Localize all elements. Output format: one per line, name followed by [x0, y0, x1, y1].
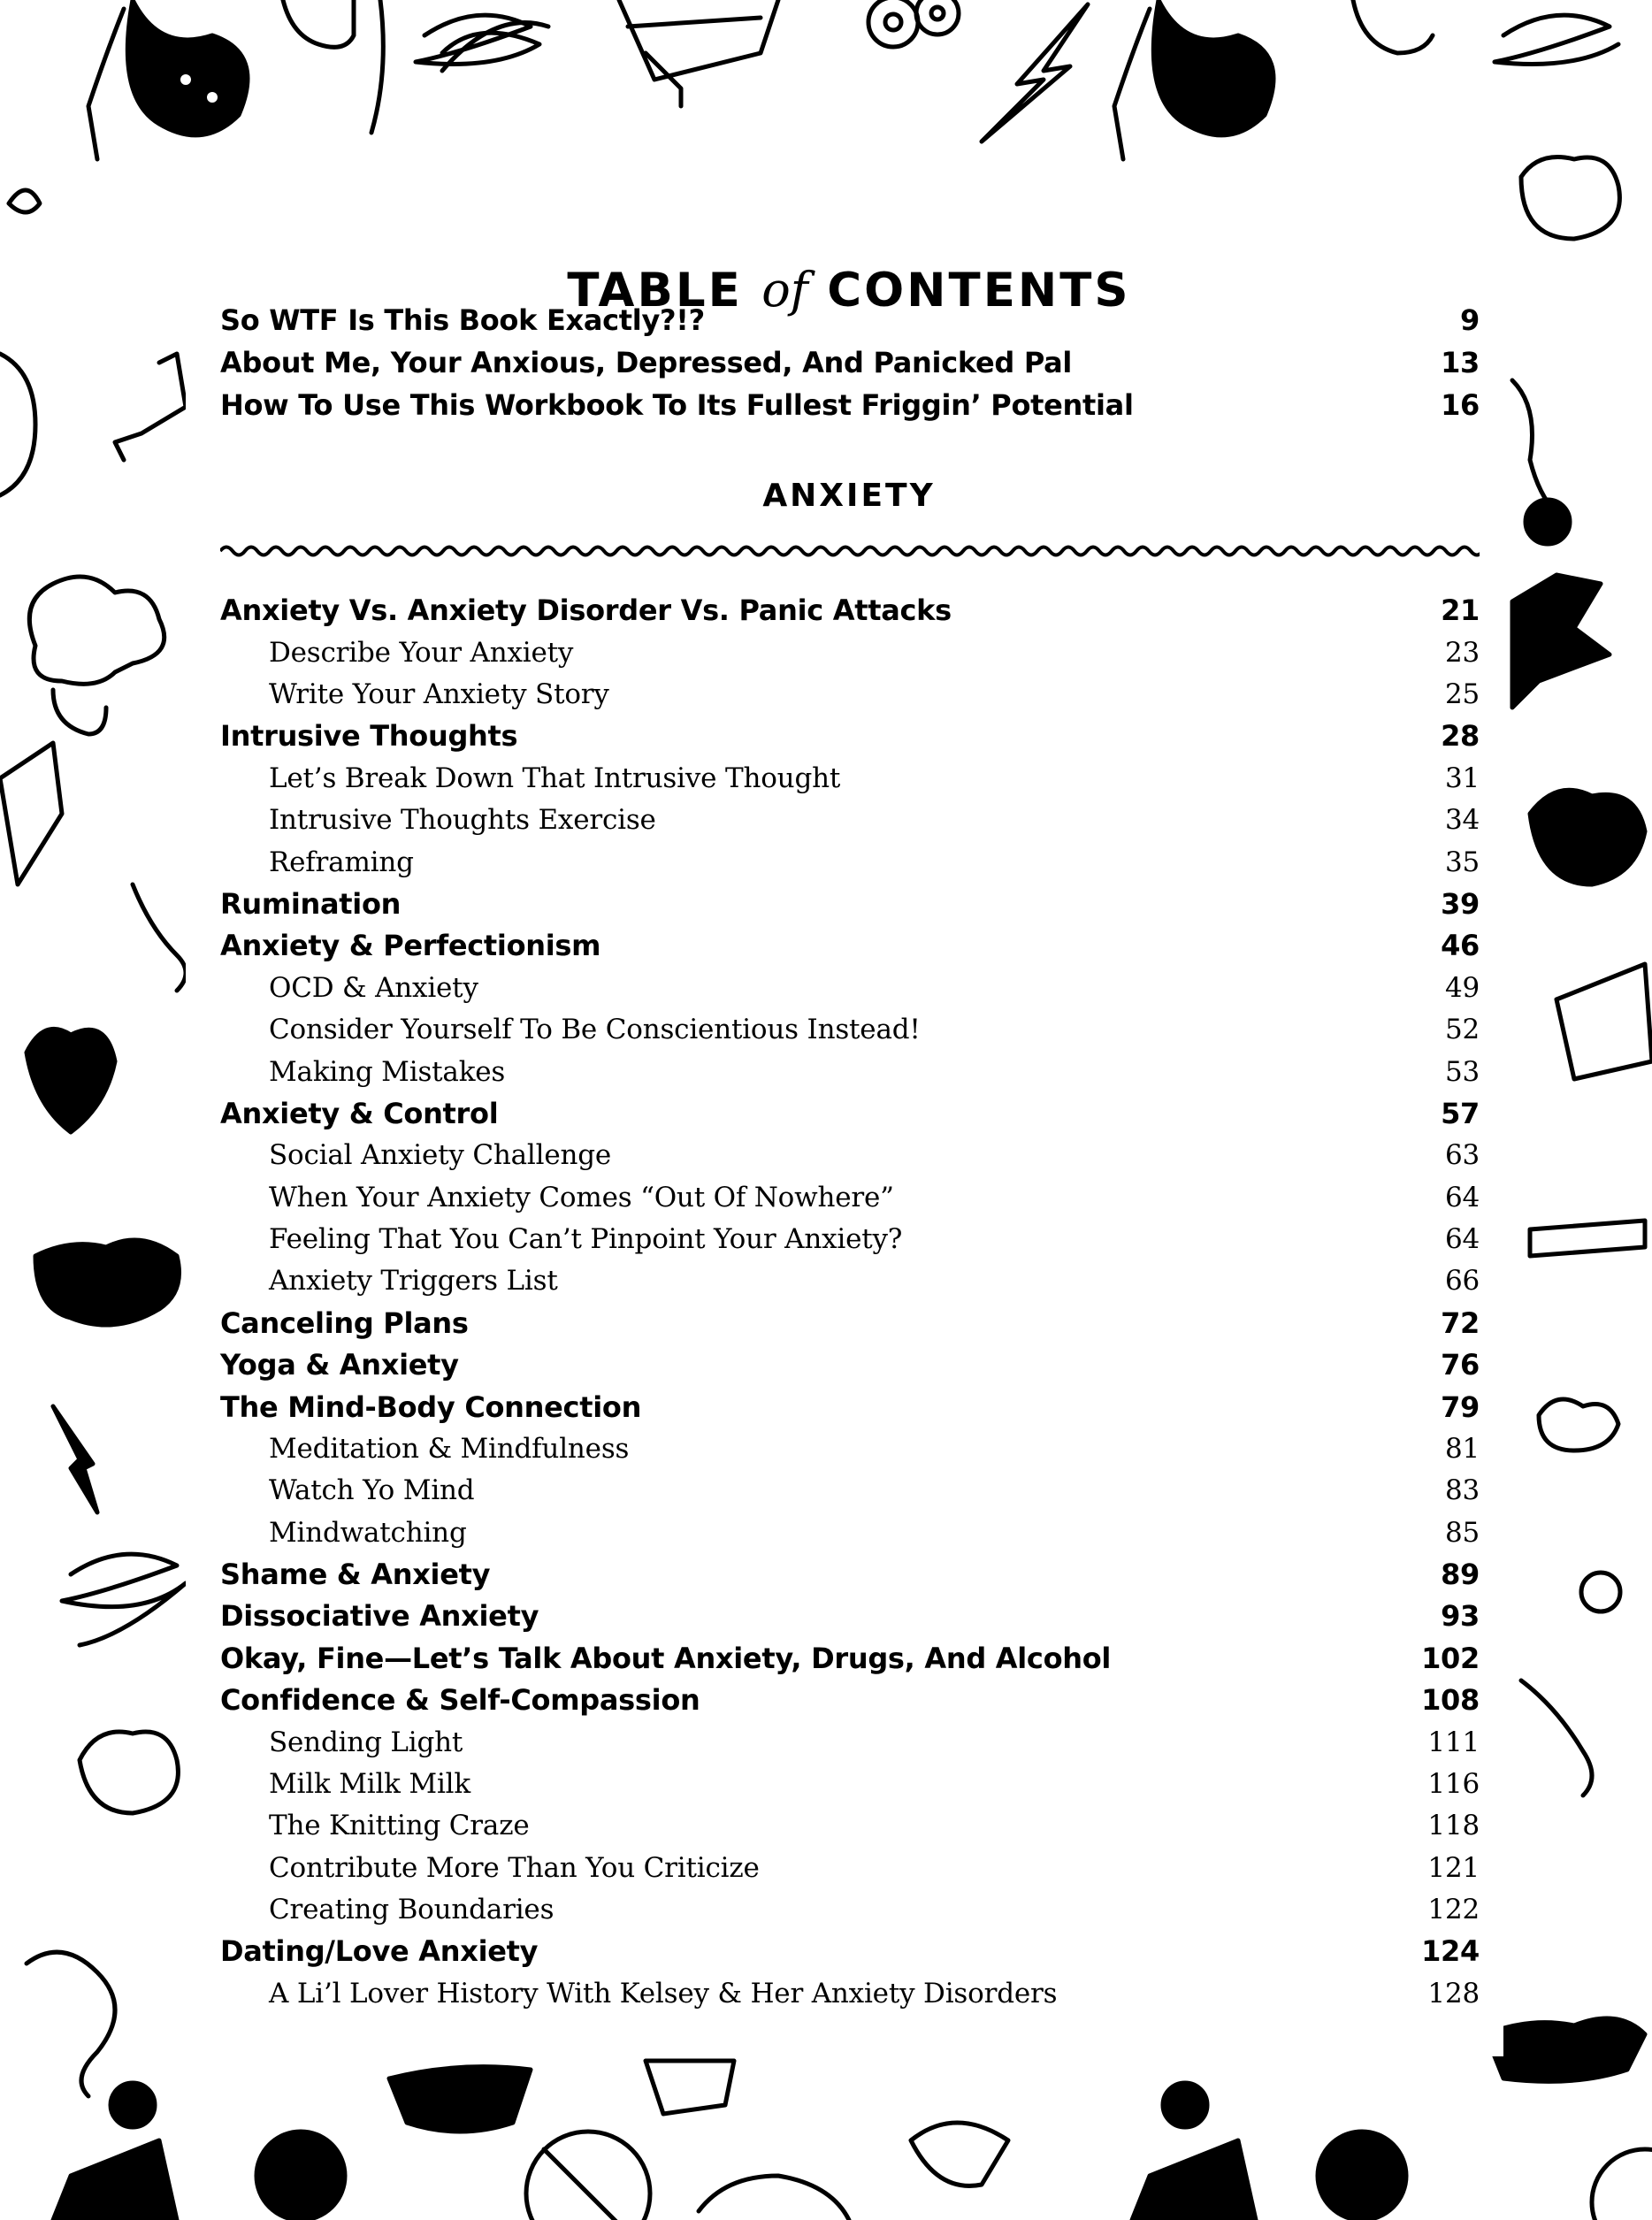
toc-subentry[interactable] — [220, 967, 1480, 1008]
toc-entry[interactable] — [220, 1679, 1480, 1720]
burst-icon-2 — [1132, 2140, 1256, 2220]
toc-entry-title: Rumination — [220, 886, 402, 921]
toc-entry-title: Social Anxiety Challenge — [269, 1138, 612, 1171]
toc-subentry[interactable] — [220, 1008, 1480, 1050]
toc-entry-title: When Your Anxiety Comes “Out Of Nowhere” — [269, 1181, 894, 1213]
toc-entry-page: 72 — [1441, 1305, 1480, 1340]
toc-entry-title: Confidence & Self-Compassion — [220, 1682, 700, 1717]
toc-subentry[interactable] — [220, 1218, 1480, 1259]
toc-entry-page: 89 — [1441, 1557, 1480, 1591]
scribble-icon — [416, 15, 548, 71]
toc-entry-page: 13 — [1441, 345, 1480, 379]
toc-entry-title: Contribute More Than You Criticize — [269, 1851, 760, 1884]
bed-icon — [619, 0, 778, 106]
toc-entry-page: 108 — [1421, 1682, 1480, 1717]
toc-entry-title: Okay, Fine—Let’s Talk About Anxiety, Drugs, And Alcohol — [220, 1641, 1112, 1675]
eye-icon — [9, 190, 40, 212]
toc-entry-page: 25 — [1444, 677, 1480, 710]
toc-entry[interactable] — [220, 299, 1480, 341]
toc-entry-title: Shame & Anxiety — [220, 1557, 491, 1591]
lightning-icon — [982, 4, 1088, 142]
ahh-burst-icon — [35, 1240, 180, 1325]
cup-icon — [646, 2061, 734, 2114]
toc-subentry[interactable] — [220, 1176, 1480, 1218]
toc-subentry[interactable] — [220, 632, 1480, 673]
toc-entry-title: Consider Yourself To Be Conscientious Instead! — [269, 1013, 921, 1045]
toc-entry-page: 121 — [1427, 1851, 1480, 1884]
toc-entry-title: Watch Yo Mind — [269, 1474, 475, 1506]
toc-entry-page: 39 — [1441, 886, 1480, 921]
toc-entry-page: 81 — [1444, 1432, 1480, 1465]
toc-entry-title: Making Mistakes — [269, 1055, 506, 1088]
toc-subentry[interactable] — [220, 1469, 1480, 1511]
toc-entry[interactable] — [220, 1595, 1480, 1636]
burning-heart-icon — [88, 0, 248, 159]
cloud-head-icon — [29, 577, 164, 684]
toc-entry-title: OCD & Anxiety — [269, 971, 478, 1004]
toc-entry-title: Intrusive Thoughts — [220, 718, 518, 753]
clock-icon-2 — [1318, 2132, 1406, 2220]
toc-subentry[interactable] — [220, 1721, 1480, 1763]
toc-entry-page: 76 — [1441, 1347, 1480, 1382]
toc-subentry[interactable] — [220, 1428, 1480, 1469]
toc-entry-page: 23 — [1444, 636, 1480, 669]
toc-entry-title: Intrusive Thoughts Exercise — [269, 803, 656, 836]
bottles-icon — [1530, 1221, 1645, 1256]
brain-icon — [80, 1732, 178, 1813]
toc-subentry[interactable] — [220, 841, 1480, 883]
toc-entry-title: Milk Milk Milk — [269, 1767, 470, 1800]
toc-subentry[interactable] — [220, 1763, 1480, 1804]
bed-icon-2 — [0, 743, 62, 884]
burst-icon — [53, 2140, 177, 2220]
toc-entry-page: 128 — [1427, 1977, 1480, 2009]
bomb-icon-3 — [1163, 2083, 1207, 2127]
lightning-icon-2 — [53, 1406, 97, 1512]
no-food-icon-2 — [1592, 2149, 1652, 2220]
toc-entry-title: Anxiety Vs. Anxiety Disorder Vs. Panic Attacks — [220, 593, 952, 627]
toc-entry-page: 118 — [1427, 1809, 1480, 1841]
toc-entry-page: 64 — [1444, 1222, 1480, 1255]
toc-entry-title: Dating/Love Anxiety — [220, 1933, 539, 1968]
toc-subentry[interactable] — [220, 1972, 1480, 2014]
toc-entry-page: 85 — [1444, 1516, 1480, 1549]
scribble-icon-3 — [62, 1554, 186, 1645]
toc-entry-page: 93 — [1441, 1598, 1480, 1633]
toc-entry-title: How To Use This Workbook To Its Fullest Friggin’ Potential — [220, 387, 1134, 422]
toc-entry[interactable] — [220, 384, 1480, 425]
bed-icon-3 — [1556, 964, 1652, 1079]
toc-entry-title: Dissociative Anxiety — [220, 1598, 539, 1633]
hand-icon-2 — [1521, 1680, 1592, 1795]
toc-entry-page: 116 — [1427, 1767, 1480, 1800]
brain-icon-2 — [1521, 157, 1619, 240]
toc-entry[interactable] — [220, 341, 1480, 383]
burning-heart-icon-2 — [1114, 0, 1273, 159]
toc-subentry[interactable] — [220, 757, 1480, 799]
title-of: of — [761, 261, 808, 318]
scribble-icon-2 — [1495, 15, 1618, 64]
toc-entry-title: The Mind-Body Connection — [220, 1389, 642, 1424]
donut-icon — [868, 0, 959, 47]
toc-entry-title: Write Your Anxiety Story — [269, 677, 609, 710]
title-end: CONTENTS — [827, 263, 1131, 318]
am-burst-icon — [1512, 575, 1610, 708]
toc-entry-title: Feeling That You Can’t Pinpoint Your Anxiety? — [269, 1222, 903, 1255]
toc-entry-title: Mindwatching — [269, 1516, 467, 1549]
toc-entry-page: 53 — [1444, 1055, 1480, 1088]
toc-entry-page: 28 — [1441, 718, 1480, 753]
toc-entry-page: 66 — [1444, 1264, 1480, 1297]
toc-entry-page: 124 — [1421, 1933, 1480, 1968]
no-food-icon — [526, 2132, 650, 2220]
toc-entry-page: 49 — [1444, 971, 1480, 1004]
donut-icon-2 — [1581, 1573, 1620, 1611]
cloud-icon — [1539, 1399, 1618, 1451]
toc-entry-title: Meditation & Mindfulness — [269, 1432, 630, 1465]
toc-entry-page: 83 — [1444, 1474, 1480, 1506]
hand-icon — [133, 884, 186, 991]
toc-entry-title: Yoga & Anxiety — [220, 1347, 459, 1382]
section-title: ANXIETY — [762, 478, 936, 514]
toc-entry-page: 46 — [1441, 928, 1480, 962]
toc-entry-page: 122 — [1427, 1893, 1480, 1925]
heart-legs-icon — [27, 1029, 115, 1132]
face-outline-icon-2 — [1353, 0, 1433, 53]
toc-entry[interactable] — [220, 1343, 1480, 1385]
toc-entry-title: Anxiety & Control — [220, 1096, 499, 1130]
toc-entry-page: 34 — [1444, 803, 1480, 836]
toc-entry-title: Let’s Break Down That Intrusive Thought — [269, 762, 841, 794]
toc-entry[interactable] — [220, 1302, 1480, 1343]
face-outline-icon — [283, 0, 383, 133]
toc-entry-page: 111 — [1427, 1726, 1480, 1758]
mirror-icon — [0, 354, 35, 495]
ahh-burst-icon-2 — [1486, 2018, 1645, 2081]
toc-entry-page: 35 — [1444, 846, 1480, 878]
toc-entry-page: 31 — [1444, 762, 1480, 794]
toc-entry[interactable] — [220, 1092, 1480, 1134]
toc-entry[interactable] — [220, 1637, 1480, 1679]
cloud-icon-2 — [699, 2176, 849, 2220]
toc-subentry[interactable] — [220, 1051, 1480, 1092]
toc-entry-page: 52 — [1444, 1013, 1480, 1045]
toc-entry-page: 64 — [1444, 1181, 1480, 1213]
toc-entry-title: So WTF Is This Book Exactly?!? — [220, 302, 705, 337]
toc-entry-title: Anxiety & Perfectionism — [220, 928, 601, 962]
toc-entry-title: The Knitting Craze — [269, 1809, 530, 1841]
toc-entry-page: 102 — [1421, 1641, 1480, 1675]
toc-entry-page: 79 — [1441, 1389, 1480, 1424]
toc-entry[interactable] — [220, 715, 1480, 756]
toc-entry-page: 16 — [1441, 387, 1480, 422]
toc-subentry[interactable] — [220, 1259, 1480, 1301]
toc-entry[interactable] — [220, 1386, 1480, 1428]
toc-entry-title: Canceling Plans — [220, 1305, 469, 1340]
toc-entry-title: Describe Your Anxiety — [269, 636, 574, 669]
toc-entry-title: Creating Boundaries — [269, 1893, 554, 1925]
ahh-burst-icon-3 — [389, 2067, 531, 2132]
title-main: TABLE — [567, 263, 743, 318]
toc-entry[interactable] — [220, 589, 1480, 631]
toc-entry-page: 57 — [1441, 1096, 1480, 1130]
burning-heart-icon-3 — [1530, 790, 1645, 884]
toc-subentry[interactable] — [220, 1804, 1480, 1846]
pill-capsule-icon — [911, 2123, 1008, 2186]
bomb-icon-2 — [1526, 500, 1570, 544]
toc-entry-page: 21 — [1441, 593, 1480, 627]
toc-entry[interactable] — [220, 1930, 1480, 1971]
bottle-pour-icon — [115, 354, 186, 460]
face-profile-icon — [1512, 380, 1556, 513]
toc-entry-page: 63 — [1444, 1138, 1480, 1171]
toc-subentry[interactable] — [220, 799, 1480, 840]
toc-subentry[interactable] — [220, 1134, 1480, 1175]
toc-entry[interactable] — [220, 924, 1480, 966]
toc-subentry[interactable] — [220, 673, 1480, 715]
toc-entry[interactable] — [220, 883, 1480, 924]
clock-icon — [256, 2132, 345, 2220]
toc-entry-title: A Li’l Lover History With Kelsey & Her Anxiety Disorders — [269, 1977, 1058, 2009]
toc-entry-title: Reframing — [269, 846, 414, 878]
toc-entry-page: 9 — [1460, 302, 1480, 337]
toc-subentry[interactable] — [220, 1888, 1480, 1930]
tangled-brain-icon — [27, 1952, 115, 2096]
toc-entry[interactable] — [220, 1553, 1480, 1595]
toc-subentry[interactable] — [220, 1512, 1480, 1553]
toc-subentry[interactable] — [220, 1847, 1480, 1888]
bomb-icon — [111, 2083, 155, 2127]
toc-entry-title: Sending Light — [269, 1726, 463, 1758]
toc-entry-title: About Me, Your Anxious, Depressed, And Panicked Pal — [220, 345, 1073, 379]
toc-entry-title: Anxiety Triggers List — [269, 1264, 558, 1297]
wavy-divider — [220, 538, 1480, 564]
